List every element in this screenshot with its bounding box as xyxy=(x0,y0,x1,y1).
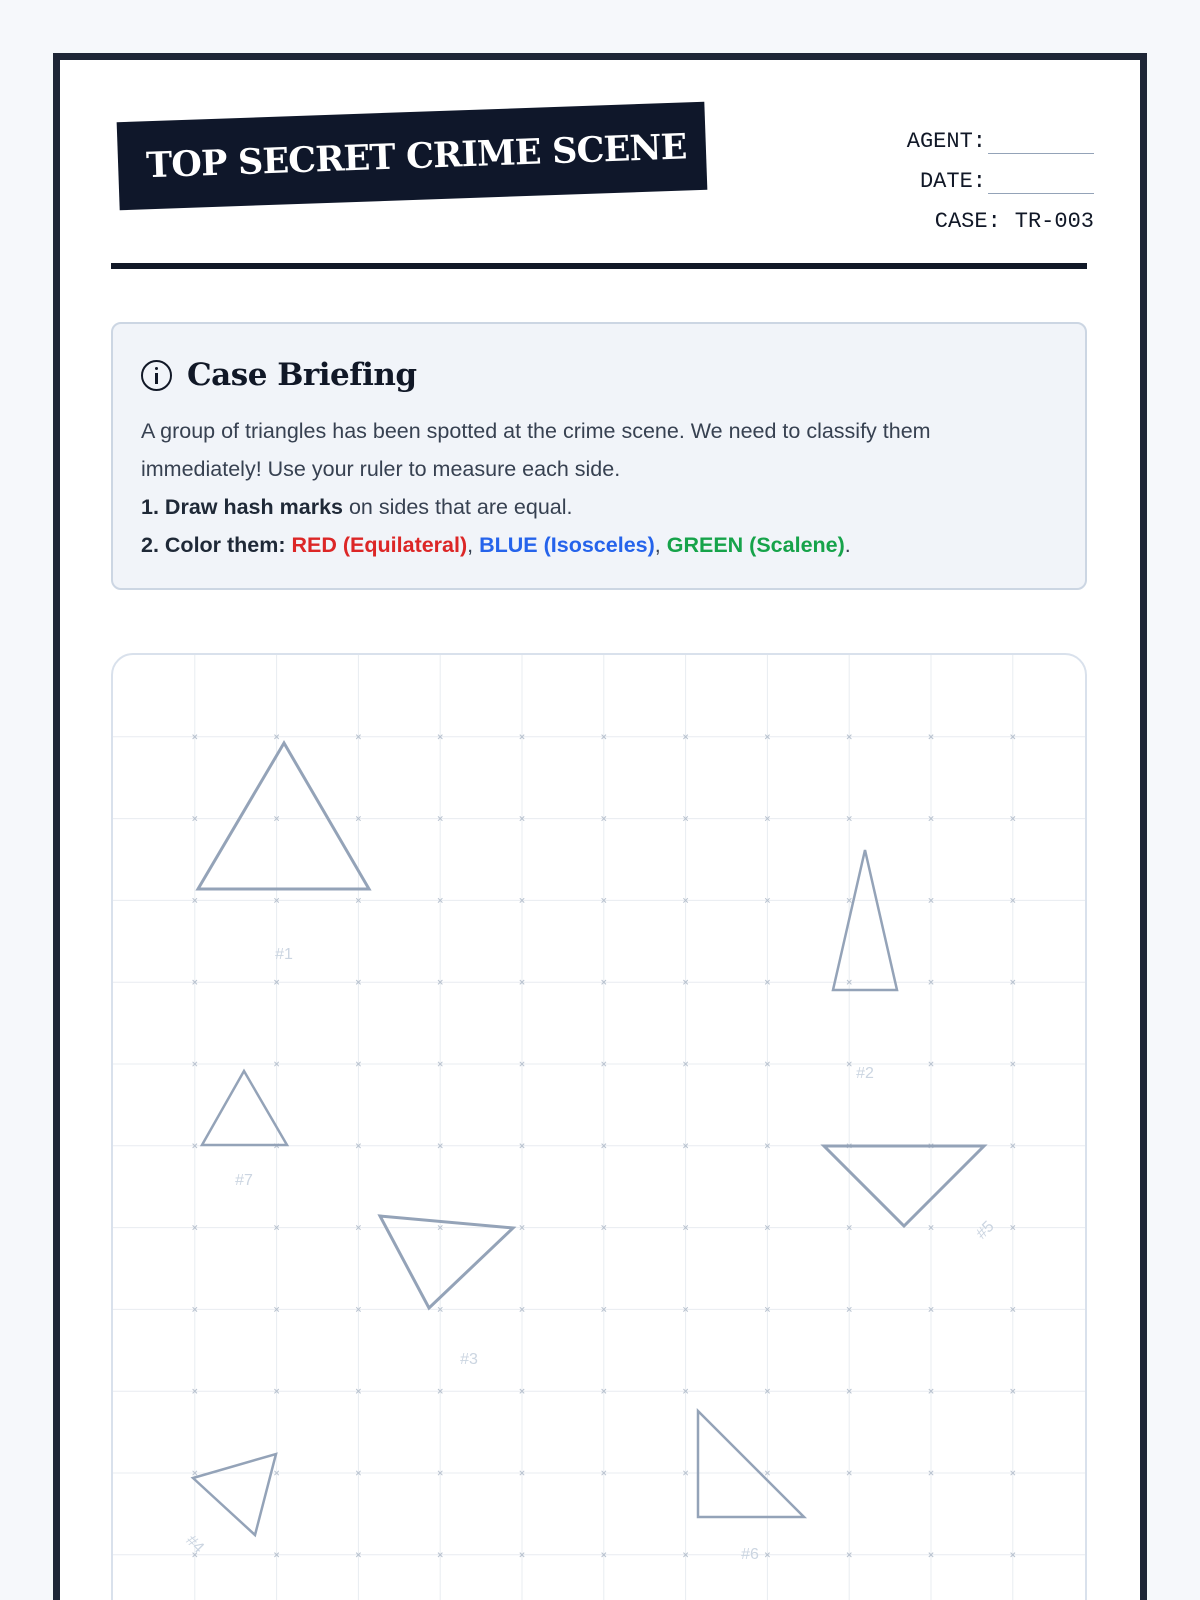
triangle-5-label: #5 xyxy=(973,1218,998,1243)
agent-row xyxy=(854,114,1094,154)
end-period: . xyxy=(844,533,851,557)
briefing-step-1 xyxy=(141,488,1057,526)
crime-scene-grid[interactable] xyxy=(111,653,1087,1600)
agent-field[interactable] xyxy=(988,128,1094,154)
triangle-7[interactable] xyxy=(202,1071,287,1189)
case-briefing-box xyxy=(111,322,1087,590)
separator-2: , xyxy=(654,533,661,557)
triangle-3[interactable] xyxy=(380,1216,513,1368)
header-divider xyxy=(111,263,1087,269)
briefing-intro: A group of triangles has been spotted at the crime scene. We need to classify them immediately! Use your ruler to measure each side. xyxy=(141,419,931,481)
triangle-6-shape[interactable] xyxy=(698,1411,804,1517)
triangle-2-shape[interactable] xyxy=(833,850,897,990)
info-icon xyxy=(141,360,172,391)
step-1-number: 1. xyxy=(141,495,159,519)
triangle-7-label: #7 xyxy=(235,1172,253,1189)
worksheet xyxy=(53,53,1147,1600)
triangle-2-label: #2 xyxy=(856,1065,874,1082)
triangle-1-shape[interactable] xyxy=(198,743,369,889)
triangle-4-shape[interactable] xyxy=(193,1454,276,1535)
step-2-bold: 2. Color them: xyxy=(141,533,286,557)
green-scalene-label: GREEN (Scalene) xyxy=(666,533,845,557)
step-1-bold: Draw hash marks xyxy=(164,495,343,519)
separator-1: , xyxy=(467,533,474,557)
triangle-7-shape[interactable] xyxy=(202,1071,287,1145)
blue-isosceles-label: BLUE (Isosceles) xyxy=(479,533,655,557)
title-stamp xyxy=(117,102,708,210)
triangle-5-shape[interactable] xyxy=(824,1146,984,1226)
date-field[interactable] xyxy=(988,168,1094,194)
briefing-header xyxy=(141,354,1057,396)
case-meta xyxy=(854,114,1094,234)
briefing-title: Case Briefing xyxy=(187,357,417,393)
triangle-6-label: #6 xyxy=(741,1546,759,1563)
red-equilateral-label: RED (Equilateral) xyxy=(291,533,468,557)
briefing-body xyxy=(141,412,1057,564)
triangle-1-label: #1 xyxy=(275,946,293,963)
worksheet-title: TOP SECRET CRIME SCENE xyxy=(145,125,688,186)
case-row xyxy=(854,194,1094,234)
triangle-6[interactable] xyxy=(698,1411,804,1563)
triangle-4[interactable] xyxy=(182,1454,276,1557)
triangle-4-label: #4 xyxy=(182,1532,207,1557)
triangle-2[interactable] xyxy=(833,850,897,1082)
case-value: TR-003 xyxy=(1014,209,1094,234)
case-label: CASE: xyxy=(934,209,1001,234)
triangle-1[interactable] xyxy=(198,743,369,963)
triangle-3-label: #3 xyxy=(460,1351,478,1368)
step-1-rest: on sides that are equal. xyxy=(348,495,573,519)
agent-label: AGENT: xyxy=(906,129,986,154)
triangle-3-shape[interactable] xyxy=(380,1216,513,1308)
briefing-step-2 xyxy=(141,526,1057,564)
date-label: DATE: xyxy=(919,169,986,194)
grid-svg xyxy=(113,655,1087,1600)
date-row xyxy=(854,154,1094,194)
